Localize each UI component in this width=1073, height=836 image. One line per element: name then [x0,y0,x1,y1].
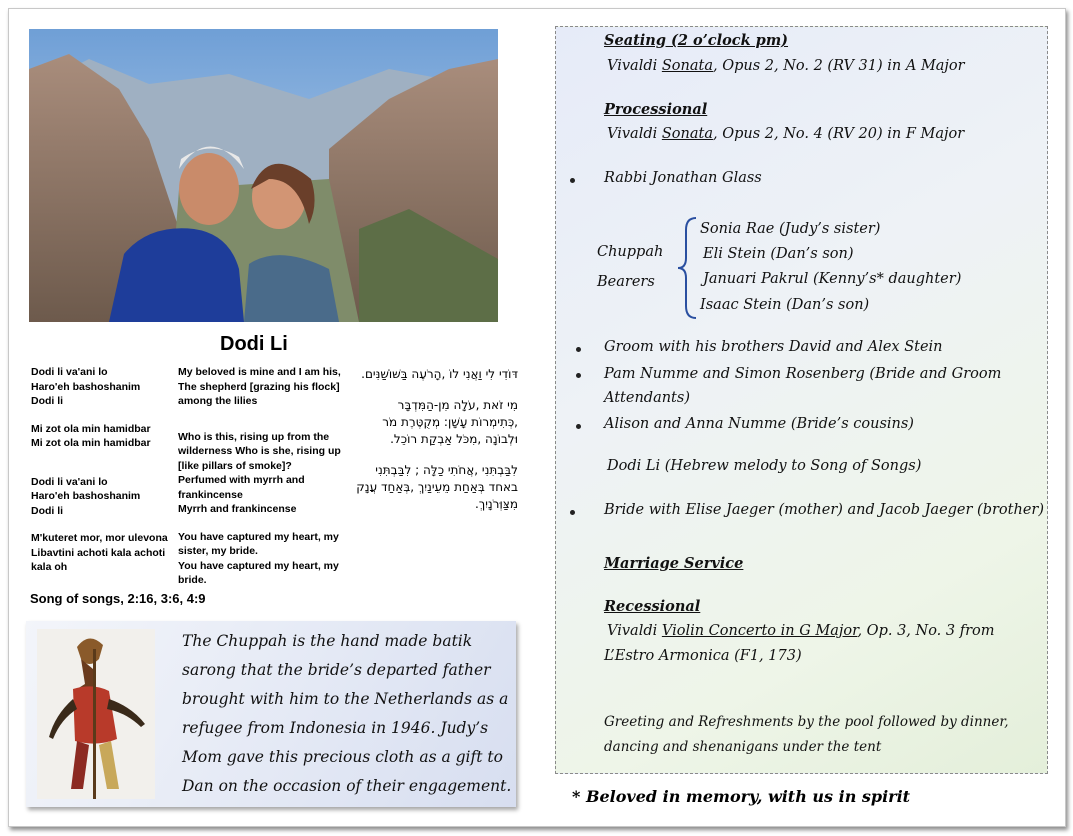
seating-piece [607,58,965,74]
piece-title: Sonata [661,58,713,74]
attendants-line-cont: Attendants) [604,390,690,406]
poem-title: Dodi Li [220,333,288,355]
hebrew-verse: מִי זֹאת ,עֹלָה מִן-הַמִּדְבָּר ,כְּתִימְרוֹת עָשָׁן: מְקֻטֶּרֶת מֹר וּלְבוֹנָה ,מִכֹּל אַבְקַת רוֹכֵל. [382,398,518,446]
processional-piece [607,126,964,142]
bearer-item: Isaac Stein (Dan’s son) [700,297,870,313]
bearer-item: Januari Pakrul (Kenny’s* daughter) [703,271,962,287]
cousins-line: Alison and Anna Numme (Bride’s cousins) [604,416,914,432]
bearer-item: Sonia Rae (Judy’s sister) [700,221,881,237]
hebrew-verse: לִבַּבְתִּנִי ,אֲחֹתִי כַלָּה ; לִבַּבְתִּנִי באחד בְּאַחַת מֵעֵינַיִךְ ,בְּאַחַד עֲנָק מִצַּוְּרֹנָיִךְ. [356,463,518,511]
piece-details: , Op. 3, No. 3 from [857,623,995,639]
text-line: Dodi li va'ani lo [31,475,108,488]
bullet-icon [576,373,581,378]
text-line: Dodi li [31,395,64,407]
text-line: Mi zot ola min hamidbar [31,437,151,449]
bullet-icon [570,178,575,183]
composer: Vivaldi [607,623,662,639]
batik-story: The Chuppah is the hand made batik sarong that the bride’s departed father brought with him to the Netherlands as a refugee from Indonesia in 1946. Judy’s Mom gave this precious cloth as a gift to Dan on the occasion of their engagement. [182,632,512,795]
attendants-line: Pam Numme and Simon Rosenberg (Bride and Groom [604,366,1002,382]
text-line: Dodi li [31,504,64,517]
text-line: You have captured my heart, my bride. [178,559,339,586]
text-line: Haro'eh bashoshanim [31,380,141,393]
marriage-heading: Marriage Service [604,555,744,572]
recessional-piece-cont: L’Estro Armonica (F1, 173) [604,648,802,664]
composer: Vivaldi [607,58,662,74]
poem-citation: Song of songs, 2:16, 3:6, 4:9 [30,591,206,606]
memory-note: * Beloved in memory, with us in spirit [572,787,911,806]
couple-photo [29,29,498,322]
text-line: Libavtini achoti kala achoti kala oh [31,546,166,573]
bearer-item: Eli Stein (Dan’s son) [703,246,854,262]
text-line: My beloved is mine and I am his, [178,366,341,378]
text-line: Haro'eh bashoshanim [31,490,141,502]
text-line: Myrrh and frankincense [178,503,297,515]
seating-heading: Seating (2 o’clock pm) [604,32,789,49]
chuppah-label: Chuppah [597,244,664,260]
dodi-li-line: Dodi Li (Hebrew melody to Song of Songs) [607,458,922,474]
wayang-puppet-image [37,629,155,799]
bearers-label: Bearers [597,274,655,290]
bullet-icon [576,347,581,352]
transliteration-column [31,365,171,588]
groom-line: Groom with his brothers David and Alex Stein [604,339,943,355]
greeting-line: Greeting and Refreshments by the pool followed by dinner, [604,714,1009,730]
recessional-heading: Recessional [604,598,701,615]
text-line: The shepherd [grazing his flock] among the lilies [178,380,340,407]
text-line: Dodi li va'ani lo [31,366,108,378]
piece-title: Violin Concerto in G Major [661,623,858,639]
bride-line: Bride with Elise Jaeger (mother) and Jacob Jaeger (brother) [604,502,1044,518]
batik-note-box [26,621,516,807]
brace-icon [676,216,698,320]
piece-details: , Opus 2, No. 4 (RV 20) in F Major [712,126,965,142]
bullet-icon [576,424,581,429]
text-line: You have captured my heart, my sister, my bride. [178,530,339,557]
hebrew-verse: דּוֹדִי לִי וַאֲנִי לוֹ ,הָרֹעֶה בַּשּׁוֹשַׁנִּים. [361,367,518,381]
bullet-icon [570,510,575,515]
text-line: Mi zot ola min hamidbar [31,422,151,435]
hebrew-column [356,366,518,527]
greeting-line-cont: dancing and shenanigans under the tent [604,739,882,755]
piece-details: , Opus 2, No. 2 (RV 31) in A Major [712,58,965,74]
recessional-piece [607,623,995,639]
piece-title: Sonata [661,126,713,142]
text-line: Who is this, rising up from the wilderness Who is she, rising up [like pillars of smoke]? [178,430,341,472]
translation-column [178,365,350,601]
text-line: M'kuteret mor, mor ulevona [31,532,168,544]
processional-heading: Processional [604,101,708,118]
composer: Vivaldi [607,126,662,142]
text-line: Perfumed with myrrh and frankincense [178,474,305,501]
rabbi-line: Rabbi Jonathan Glass [604,170,762,186]
